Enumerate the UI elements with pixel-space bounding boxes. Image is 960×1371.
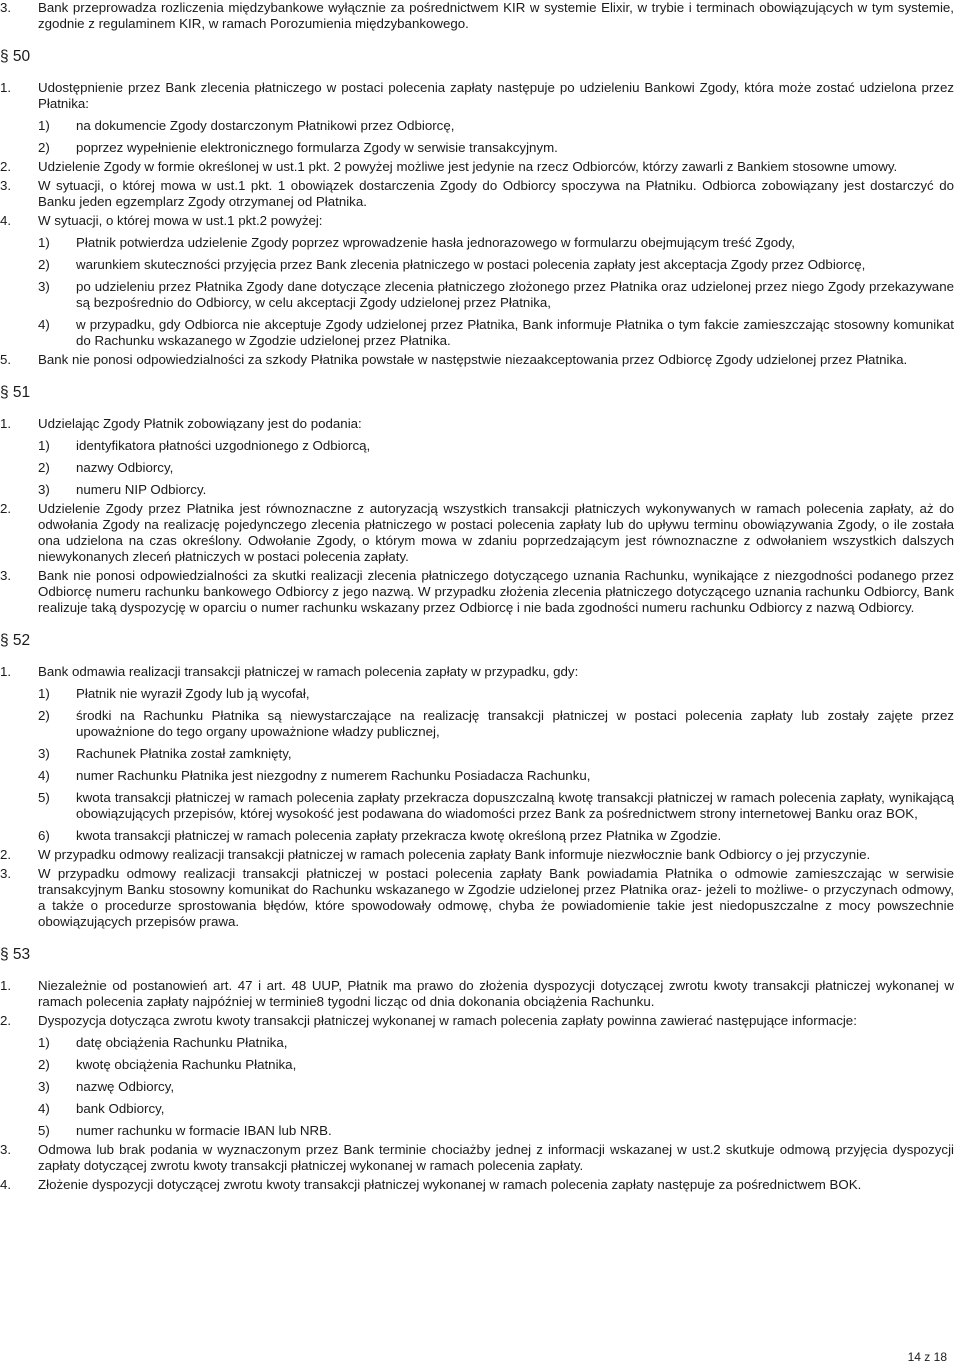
sub-list-item [38,746,954,762]
sub-item-number: 2) [38,708,50,723]
sub-item-text: numeru NIP Odbiorcy. [76,482,207,497]
sub-item-text: Płatnik nie wyraził Zgody lub ją wycofał, [76,686,310,701]
item-number: 4. [0,1177,12,1192]
item-number: 4. [0,213,12,228]
sub-list [38,118,954,156]
item-text: Bank odmawia realizacji transakcji płatniczej w ramach polecenia zapłaty w przypadku, gdy: [38,664,579,679]
sub-list-item [38,257,954,273]
item-number: 2. [0,159,12,174]
sub-item-text: Płatnik potwierdza udzielenie Zgody poprzez wprowadzenie hasła jednorazowego w formularzu obejmującym treść Zgody, [76,235,795,250]
sub-item-number: 3) [38,482,50,497]
sub-item-number: 3) [38,1079,50,1094]
sub-item-text: numer rachunku w formacie IBAN lub NRB. [76,1123,332,1138]
item-text: W sytuacji, o której mowa w ust.1 pkt.2 powyżej: [38,213,323,228]
list-item [0,213,960,229]
sub-list [38,438,954,498]
sub-item-text: datę obciążenia Rachunku Płatnika, [76,1035,288,1050]
sub-list-item [38,790,954,822]
item-text: Bank nie ponosi odpowiedzialności za skutki realizacji zlecenia płatniczego dotyczącego uznania Rachunku, wynikające z niezgodności podanego przez Odbiorcę numeru rachunku bankowego Odbiorcy z jego nazwą. W przypadku złożenia zlecenia płatniczego dotyczącego uznania rachunku Odbiorcy, Bank realizuje taką dyspozycję w oparciu o numer rachunku wskazany przez Odbiorcę i nie bada zgodności numeru rachunku Odbiorcy z nazwą Odbiorcy. [38,568,954,615]
list-item [0,1177,960,1193]
list-item [0,978,960,1010]
item-number: 1. [0,80,12,95]
list-item [0,847,960,863]
sub-item-text: Rachunek Płatnika został zamknięty, [76,746,292,761]
sub-item-text: warunkiem skuteczności przyjęcia przez Bank zlecenia płatniczego w postaci polecenia zapłaty jest akceptacja Zgody przez Odbiorcę, [76,257,866,272]
item-number: 3. [0,0,12,15]
sub-list-item [38,438,954,454]
section-heading: § 50 [0,48,31,65]
sub-item-number: 6) [38,828,50,843]
sub-item-text: nazwy Odbiorcy, [76,460,174,475]
sub-list-item [38,279,954,311]
sub-item-number: 4) [38,768,50,783]
sub-list [38,235,954,349]
sub-item-text: środki na Rachunku Płatnika są niewystarczające na realizację transakcji płatniczej w postaci polecenia zapłaty lub zostały zajęte przez upoważnione do tego organy upoważnione władzy publicznej, [76,708,954,739]
section-heading: § 53 [0,946,31,963]
list-item [0,416,960,432]
item-text: Złożenie dyspozycji dotyczącej zwrotu kwoty transakcji płatniczej wykonanej w ramach polecenia zapłaty następuje za pośrednictwem BOK. [38,1177,862,1192]
sub-item-text: kwota transakcji płatniczej w ramach polecenia zapłaty przekracza dopuszczalną kwotę transakcji płatniczej w ramach polecenia zapłaty, wynikającą obowiązujących przepisów, której wysokość jest podawana do wiadomości przez Bank za pośrednictwem strony internetowej Banku oraz BOK, [76,790,954,821]
sub-list-item [38,317,954,349]
item-number: 1. [0,664,12,679]
item-number: 1. [0,416,12,431]
sub-list-item [38,482,954,498]
sub-item-text: w przypadku, gdy Odbiorca nie akceptuje Zgody udzielonej przez Płatnika, Bank informuje Płatnika o tym fakcie zamieszczając stosowny komunikat do Rachunku wskazanego w Zgodzie udzielonej przez Płatnika. [76,317,954,348]
sub-item-text: numer Rachunku Płatnika jest niezgodny z numerem Rachunku Posiadacza Rachunku, [76,768,591,783]
sub-list [38,1035,954,1139]
list-item [0,178,960,210]
list-item [0,1013,960,1029]
list-item [0,1142,960,1174]
item-number: 3. [0,866,12,881]
list-item [0,352,960,368]
sub-list-item [38,1123,954,1139]
sub-item-text: po udzieleniu przez Płatnika Zgody dane dotyczące zlecenia płatniczego złożonego przez Płatnika oraz udzielonej przez niego Zgody przekazywane są bezpośrednio do Odbiorcy, w celu akceptacji Zgody udzielonej przez Płatnika, [76,279,954,310]
sub-item-number: 2) [38,1057,50,1072]
item-text: Dyspozycja dotycząca zwrotu kwoty transakcji płatniczej wykonanej w ramach polecenia zapłaty powinna zawierać następujące informacje: [38,1013,857,1028]
sub-item-text: kwotę obciążenia Rachunku Płatnika, [76,1057,297,1072]
sub-item-number: 3) [38,279,50,294]
sub-item-number: 1) [38,686,50,701]
list-item [0,0,960,32]
sub-list-item [38,768,954,784]
sub-list-item [38,1057,954,1073]
item-number: 3. [0,568,12,583]
item-number: 1. [0,978,12,993]
sub-list-item [38,1035,954,1051]
sub-item-text: poprzez wypełnienie elektronicznego formularza Zgody w serwisie transakcyjnym. [76,140,558,155]
sub-item-number: 3) [38,746,50,761]
page-number: 14 z 18 [907,1350,947,1364]
sub-item-text: identyfikatora płatności uzgodnionego z Odbiorcą, [76,438,371,453]
sub-list-item [38,235,954,251]
item-number: 2. [0,1013,12,1028]
list-item [0,80,960,112]
item-text: Odmowa lub brak podania w wyznaczonym przez Bank terminie chociażby jednej z informacji wskazanej w ust.2 skutkuje odmową przyjęcia dyspozycji zapłaty dotyczącej zwrotu kwoty transakcji płatniczej wykonanej w ramach polecenia zapłaty. [38,1142,954,1173]
sub-list-item [38,828,954,844]
item-text: Udzielenie Zgody w formie określonej w ust.1 pkt. 2 powyżej możliwe jest jedynie na rzecz Odbiorców, którzy zawarli z Bankiem stosowne umowy. [38,159,898,174]
sub-list-item [38,140,954,156]
sub-item-number: 2) [38,460,50,475]
sub-item-number: 4) [38,1101,50,1116]
sub-list-item [38,460,954,476]
item-text: Udzielenie Zgody przez Płatnika jest równoznaczne z autoryzacją wszystkich transakcji płatniczych wykonywanych w ramach polecenia zapłaty, aż do odwołania Zgody na realizację pojedynczego zlecenia płatniczego w postaci polecenia zapłaty lub do upływu terminu obowiązywania Zgody, o ile została ona udzielona na czas określony. Odwołanie Zgody, o którym mowa w zdaniu poprzedzającym jest równoznaczne z odwołaniem wszystkich dalszych niewykonanych zleceń płatniczych w postaci polecenia zapłaty. [38,501,954,564]
section-heading: § 51 [0,384,31,401]
list-item [0,866,960,930]
item-number: 3. [0,1142,12,1157]
item-text: Bank przeprowadza rozliczenia międzybankowe wyłącznie za pośrednictwem KIR w systemie Elixir, w trybie i terminach obowiązujących w tym systemie, zgodnie z regulaminem KIR, w ramach Porozumienia międzybankowego. [38,0,954,31]
list-item [0,159,960,175]
sub-item-text: kwota transakcji płatniczej w ramach polecenia zapłaty przekracza kwotę określoną przez Płatnika w Zgodzie. [76,828,722,843]
item-text: Udzielając Zgody Płatnik zobowiązany jest do podania: [38,416,362,431]
sub-list [38,686,954,844]
sub-item-number: 5) [38,1123,50,1138]
sub-item-number: 4) [38,317,50,332]
item-text: W przypadku odmowy realizacji transakcji płatniczej w ramach polecenia zapłaty Bank informuje niezwłocznie bank Odbiorcy o jej przyczynie. [38,847,871,862]
item-text: Udostępnienie przez Bank zlecenia płatniczego w postaci polecenia zapłaty następuje po udzieleniu Bankowi Zgody, która może zostać udzielona przez Płatnika: [38,80,954,111]
item-text: Bank nie ponosi odpowiedzialności za szkody Płatnika powstałe w następstwie niezaakceptowania przez Odbiorcę Zgody udzielonej przez Płatnika. [38,352,908,367]
list-item [0,664,960,680]
sub-item-text: na dokumencie Zgody dostarczonym Płatnikowi przez Odbiorcę, [76,118,455,133]
item-number: 5. [0,352,12,367]
section-heading: § 52 [0,632,31,649]
item-text: W przypadku odmowy realizacji transakcji płatniczej w postaci polecenia zapłaty Bank powiadamia Płatnika o odmowie zamieszczając w serwisie transakcyjnym Banku stosowny komunikat do Rachunku wskazanego w Zgodzie udzielonej przez Płatnika oraz- jeżeli to możliwe- o przyczynach odmowy, a także o procedurze sprostowania błędów, które spowodowały odmowę, chyba że powiadomienie takie jest niedopuszczalne z mocy powszechnie obowiązujących przepisów prawa. [38,866,954,929]
sub-list-item [38,686,954,702]
sub-list-item [38,708,954,740]
sub-item-number: 1) [38,1035,50,1050]
sub-item-number: 5) [38,790,50,805]
sub-item-number: 1) [38,118,50,133]
item-number: 2. [0,847,12,862]
item-text: Niezależnie od postanowień art. 47 i art. 48 UUP, Płatnik ma prawo do złożenia dyspozycji dotyczącej zwrotu kwoty transakcji płatniczej wykonanej w ramach polecenia zapłaty najpóźniej w terminie8 tygodni licząc od dnia dokonania obciążenia Rachunku. [38,978,954,1009]
item-text: W sytuacji, o której mowa w ust.1 pkt. 1 obowiązek dostarczenia Zgody do Odbiorcy spoczywa na Płatniku. Odbiorca zobowiązany jest dostarczyć do Banku jeden egzemplarz Zgody otrzymanej od Płatnika. [38,178,954,209]
list-item [0,501,960,565]
sub-item-number: 2) [38,257,50,272]
sub-item-text: bank Odbiorcy, [76,1101,165,1116]
sub-item-text: nazwę Odbiorcy, [76,1079,175,1094]
list-item [0,568,960,616]
sub-list-item [38,118,954,134]
item-number: 3. [0,178,12,193]
sub-list-item [38,1079,954,1095]
sub-item-number: 2) [38,140,50,155]
sub-item-number: 1) [38,438,50,453]
item-number: 2. [0,501,12,516]
sub-item-number: 1) [38,235,50,250]
sub-list-item [38,1101,954,1117]
